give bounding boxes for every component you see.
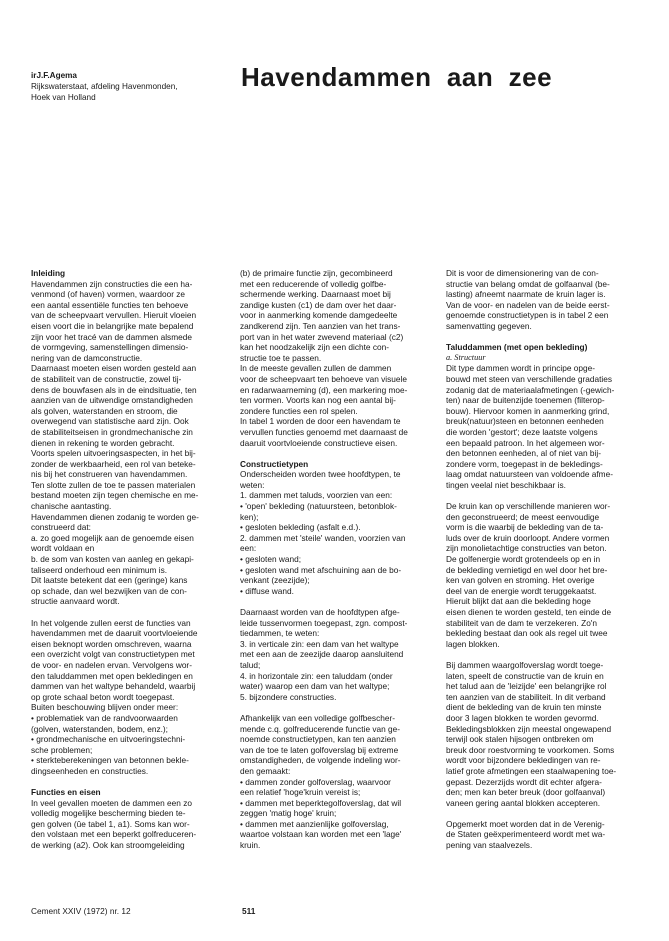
text-line: een aantal essentiële functies ten behoeve: [31, 299, 189, 310]
text-line: aanzien van de uitwendige omstandigheden: [31, 395, 193, 406]
text-line: van de toe te laten golfoverslag bij extreme: [240, 744, 399, 755]
text-line: 2. dammen met 'steile' wanden, voorzien van: [240, 532, 406, 543]
text-line: gen golven (ûe tabel 1, a1). Soms kan wor-: [31, 818, 190, 829]
text-line: Havendammen dienen zodanig te worden ge-: [31, 511, 199, 522]
paragraph-gap: [240, 702, 433, 713]
text-line: In het volgende zullen eerst de functies van: [31, 617, 191, 628]
text-line: b. de som van kosten van aanleg en gekapi-: [31, 554, 194, 565]
text-line: voor de scheepvaart ten behoeve van visuele: [240, 373, 407, 384]
text-line: kruin.: [240, 840, 261, 851]
text-line: daaruit voortvloeiende constructieve eisen.: [240, 437, 398, 448]
subsection-heading: a. Structuur: [446, 352, 486, 362]
text-line: terwijl ook stalen hijsogen ontbreken om: [446, 734, 594, 745]
text-line: volledig mogelijke bescherming bieden te-: [31, 808, 186, 819]
text-line: structie van belang omdat de golfaanval (be-: [446, 278, 610, 289]
text-line: • grondmechanische en uitvoeringstechni-: [31, 734, 186, 745]
text-line: havendammen met de daaruit voortvloeiende: [31, 628, 198, 639]
paragraph-gap: [446, 490, 639, 501]
text-line: zondere vorm, toegepast in de bekledings-: [446, 458, 603, 469]
text-line: Hieruit blijkt dat aan die bekleding hoge: [446, 596, 591, 607]
text-line: zondere functies een rol spelen.: [240, 405, 358, 416]
text-line: luds over de kruin doorloopt. Andere vormen: [446, 532, 610, 543]
section-heading: Inleiding: [31, 268, 66, 278]
text-line: • sterkteberekeningen van betonnen bekle-: [31, 755, 189, 766]
text-line: ten aanzien van de stabiliteit. In dit verband: [446, 691, 606, 702]
text-line: breuk door roestvorming te voorkomen. Soms: [446, 744, 615, 755]
paragraph-gap: [446, 808, 639, 819]
text-line: pening van staalvezels.: [446, 840, 533, 851]
text-line: voor in aanmerking komende damgedeelte: [240, 310, 398, 321]
text-line: zijn voor het tracé van de dammen alsmede: [31, 331, 192, 342]
text-line: construeerd dat:: [31, 522, 91, 533]
text-line: dens de bouwfasen als in de eindsituatie, ten: [31, 384, 197, 395]
text-line: Opgemerkt moet worden dat in de Verenig-: [446, 818, 605, 829]
text-line: een relatief 'hoge'kruin vereist is;: [240, 787, 361, 798]
text-line: een bepaald patroon. In het algemeen wor-: [446, 437, 605, 448]
text-line: zeggen 'matig hoge' kruin;: [240, 808, 337, 819]
text-line: met een reducerende of volledig golfbe-: [240, 278, 387, 289]
section-heading: Constructietypen: [240, 458, 309, 469]
text-line: • 'open' bekleding (natuursteen, betonblok-: [240, 501, 397, 512]
text-line: Afhankelijk van een volledige golfbescher-: [240, 712, 395, 723]
text-line: tiedammen, te weten:: [240, 628, 320, 639]
text-line: wordt voor bijzondere bekledingen van re-: [446, 755, 601, 766]
text-line: vaneen gering aantal blokken accepteren.: [446, 797, 601, 808]
text-line: samenvatting gegeven.: [446, 320, 532, 331]
text-line: Bij dammen waargolfoverslag wordt toege-: [446, 659, 604, 670]
text-line: breuk(natuur)steen en betonnen eenheden: [446, 416, 604, 427]
text-line: op grote schaal beton wordt toegepast.: [31, 691, 175, 702]
text-line: leide tussenvormen toegepast, zgn. compost-: [240, 617, 408, 628]
text-line: (b) de primaire functie zijn, gecombineerd: [240, 268, 393, 278]
text-line: deel van de energie wordt teruggekaatst.: [446, 585, 597, 596]
text-line: • dammen met aanzienlijke golfoverslag,: [240, 818, 389, 829]
text-line: de bekleding vernietigd en wel door het bre-: [446, 564, 608, 575]
text-line: van de scheepvaart vervullen. Hieruit vloeien: [31, 310, 197, 321]
text-line: venkant (zeezijde);: [240, 575, 310, 586]
text-line: lasting) afneemt naarmate de kruin lager is.: [446, 289, 606, 300]
text-line: schermende werking. Daarnaast moet bij: [240, 289, 391, 300]
text-line: structie toe te passen.: [240, 352, 322, 363]
text-line: den volstaan met een beperkt golfreduceren-: [31, 829, 197, 840]
text-line: Voorts spelen uitvoeringsaspecten, in het bij-: [31, 448, 196, 459]
text-line: zandige kusten (c1) de dam over het daar-: [240, 299, 397, 310]
text-line: die worden 'gestort'; deze laatste volgens: [446, 426, 598, 437]
text-line: bestand moeten zijn tegen chemische en me-: [31, 490, 199, 501]
journal-footer: Cement XXIV (1972) nr. 12: [31, 906, 131, 916]
text-line: tingen veelal niet beschikbaar is.: [446, 479, 566, 490]
text-line: In de meeste gevallen zullen de dammen: [240, 363, 392, 374]
text-line: Dit laatste betekent dat een (geringe) kans: [31, 575, 188, 586]
text-line: port van in het water zwevend materiaal (c2): [240, 331, 404, 342]
text-line: Dit is voor de dimensionering van de con-: [446, 268, 599, 278]
text-line: door 3 lagen blokken te worden gevormd.: [446, 712, 599, 723]
text-line: laten, speelt de constructie van de kruin en: [446, 670, 604, 681]
text-line: • gesloten bekleding (asfalt e.d.).: [240, 522, 361, 533]
article-title: Havendammen aan zee: [241, 62, 553, 92]
text-line: Van de voor- en nadelen van de beide eerst-: [446, 299, 610, 310]
text-line: latief grote afmetingen een staalwapening toe-: [446, 765, 617, 776]
text-line: lagen blokken.: [446, 638, 500, 649]
text-line: 3. in verticale zin: een dam van het waltype: [240, 638, 399, 649]
section-heading: Functies en eisen: [31, 787, 101, 798]
text-line: zodanig dat de materiaalafmetingen (-gewich-: [446, 384, 615, 395]
text-line: ten) naar de buitenzijde toenemen (filterop-: [446, 395, 605, 406]
author-affiliation: Rijkswaterstaat, afdeling Havenmonden,: [31, 82, 178, 91]
text-line: stabiliteit van de dam te verzekeren. Zo'n: [446, 617, 598, 628]
text-line: (golven, waterstanden, bodem, enz.);: [31, 723, 168, 734]
text-line: Dit type dammen wordt in principe opge-: [446, 363, 595, 374]
text-column-1: [31, 268, 224, 851]
text-line: eisen dienen te worden gesteld, ten einde de: [446, 607, 612, 617]
text-line: dingseenheden en constructies.: [31, 765, 149, 776]
text-line: den betonnen eenheden, al of niet van bij-: [446, 448, 601, 459]
text-line: met een aan de zeezijde daarop aansluitend: [240, 649, 404, 660]
paragraph-gap: [240, 448, 433, 459]
text-line: In veel gevallen moeten de dammen een zo: [31, 797, 192, 808]
text-line: den; men kan beter breuk (door golfaanval): [446, 787, 606, 798]
text-line: dienen in rekening te worden gebracht.: [31, 437, 175, 448]
text-line: een overzicht volgt van constructietypen met: [31, 649, 195, 660]
text-line: de Staten geëxperimenteerd wordt met wa-: [446, 829, 606, 840]
text-line: als golven, waterstanden en stroom, die: [31, 405, 178, 416]
text-line: Bekledingsblokken zijn meestal ongewapend: [446, 723, 612, 734]
text-column-3: [446, 268, 639, 851]
paragraph-gap: [446, 649, 639, 660]
text-line: en radarwaarneming (d), een markering moe-: [240, 384, 408, 395]
text-line: den geconstrueerd; de meest eenvoudige: [446, 511, 600, 522]
text-line: • dammen zonder golfoverslag, waarvoor: [240, 776, 391, 787]
text-line: kan het noodzakelijk zijn een dichte con-: [240, 342, 389, 353]
text-line: • gesloten wand met afschuining aan de bo-: [240, 564, 402, 575]
text-line: bekleding bestaat dan ook als regel uit twee: [446, 628, 608, 639]
text-line: waartoe volstaan kan worden met een 'lage': [240, 829, 402, 840]
text-line: dient de bekleding van de kruin ten minste: [446, 702, 602, 713]
text-line: De golfenergie wordt grotendeels op en in: [446, 554, 601, 565]
paragraph-gap: [31, 777, 224, 788]
text-line: dammen van het waltype behandeld, waarbij: [31, 681, 196, 692]
text-line: eisen voort die in belangrijke mate bepalend: [31, 320, 194, 331]
text-line: taliseerd onderhoud een minimum is.: [31, 564, 168, 575]
text-line: weten:: [240, 479, 265, 490]
text-line: • gesloten wand;: [240, 554, 302, 565]
text-line: genoemde constructietypen is in tabel 2 een: [446, 310, 609, 321]
text-line: 1. dammen met taluds, voorzien van een:: [240, 490, 393, 501]
text-line: De kruin kan op verschillende manieren wor-: [446, 501, 611, 512]
text-line: ken van golven en stroming. Het overige: [446, 575, 595, 586]
text-line: chanische aantasting.: [31, 501, 112, 512]
paragraph-gap: [446, 332, 639, 343]
text-line: bouw). Hiervoor komen in aanmerking grind,: [446, 405, 610, 416]
text-line: het talud aan de 'leizijde' een belangrijke rol: [446, 681, 607, 692]
text-line: vorm is die waarbij de bekleding van de ta-: [446, 522, 604, 533]
paragraph-gap: [240, 596, 433, 607]
text-line: mende c.q. golfreducerende functie van ge-: [240, 723, 401, 734]
text-line: Havendammen zijn constructies die een ha-: [31, 278, 193, 289]
text-line: een:: [240, 543, 257, 554]
text-line: venmond (of haven) vormen, waardoor ze: [31, 289, 186, 300]
text-line: nering van de damconstructie.: [31, 352, 143, 363]
text-line: gepast. Dezerzijds wordt dit echter afgera-: [446, 776, 602, 787]
text-line: In tabel 1 worden de door een havendam te: [240, 416, 401, 427]
text-line: de vormgeving, samenstellingen dimensio-: [31, 342, 189, 353]
text-line: sche problemen;: [31, 744, 93, 755]
text-column-2: [240, 268, 433, 851]
text-line: water) waarop een dam van het waltype;: [240, 681, 390, 692]
text-line: de stabiliteit van de constructie, zowel tij-: [31, 373, 182, 384]
text-line: • diffuse wand.: [240, 585, 294, 596]
author-location: Hoek van Holland: [31, 93, 96, 102]
text-line: a. zo goed mogelijk aan de genoemde eisen: [31, 532, 194, 543]
text-line: Onderscheiden worden twee hoofdtypen, te: [240, 469, 401, 480]
text-line: vervullen functies genoemd met daarnaast de: [240, 426, 408, 437]
text-line: talud;: [240, 659, 261, 670]
text-line: zijn monolietachtige constructies van beton.: [446, 543, 607, 554]
text-line: • problematiek van de randvoorwaarden: [31, 712, 178, 723]
text-line: bouwd met steen van verschillende gradaties: [446, 373, 613, 384]
text-line: 5. bijzondere constructies.: [240, 691, 337, 702]
text-line: den taluddammen met open bekledingen en: [31, 670, 193, 681]
text-line: Daarnaast worden van de hoofdtypen afge-: [240, 607, 400, 617]
text-line: de voor- en nadelen ervan. Vervolgens wor-: [31, 659, 192, 670]
text-line: omstandigheden, de volgende indeling wor-: [240, 755, 401, 766]
text-line: Buiten beschouwing blijven onder meer:: [31, 702, 179, 713]
text-line: nis bij het construeren van havendammen.: [31, 469, 188, 480]
text-line: noemde constructietypen, kan ten aanzien: [240, 734, 396, 745]
text-line: Daarnaast moeten eisen worden gesteld aan: [31, 363, 197, 374]
text-line: zandkerend zijn. Ten aanzien van het trans-: [240, 320, 401, 331]
page-number: 511: [242, 906, 256, 916]
text-line: wordt voldaan en: [31, 543, 95, 554]
author-block: [31, 70, 231, 103]
text-line: 4. in horizontale zin: een taluddam (onder: [240, 670, 393, 681]
text-line: Ten slotte zullen de toe te passen materialen: [31, 479, 196, 490]
text-line: ten vormen. Voorts kan nog een aantal bij-: [240, 395, 396, 406]
text-line: eisen beknopt worden omschreven, waarna: [31, 638, 192, 649]
text-line: op schade, dan wel bezwijken van de con-: [31, 585, 187, 596]
text-line: overwegend van statistische aard zijn. Ook: [31, 416, 189, 427]
text-line: structie aanvaard wordt.: [31, 596, 120, 607]
section-heading: Taluddammen (met open bekleding): [446, 342, 588, 353]
text-line: • dammen met beperktegolfoverslag, dat wil: [240, 797, 402, 808]
text-line: ken);: [240, 511, 259, 522]
text-line: de werking (a2). Ook kan stroomgeleiding: [31, 840, 185, 851]
text-line: de stabiliteitseisen in grondmechanische zin: [31, 426, 193, 437]
text-line: laag omdat natuursteen van voldoende afme-: [446, 469, 613, 480]
text-line: zonder de werkbaarheid, een rol van beteke-: [31, 458, 196, 469]
author-name: irJ.F.Agema: [31, 71, 77, 80]
paragraph-gap: [31, 607, 224, 618]
text-line: den gemaakt:: [240, 765, 291, 776]
